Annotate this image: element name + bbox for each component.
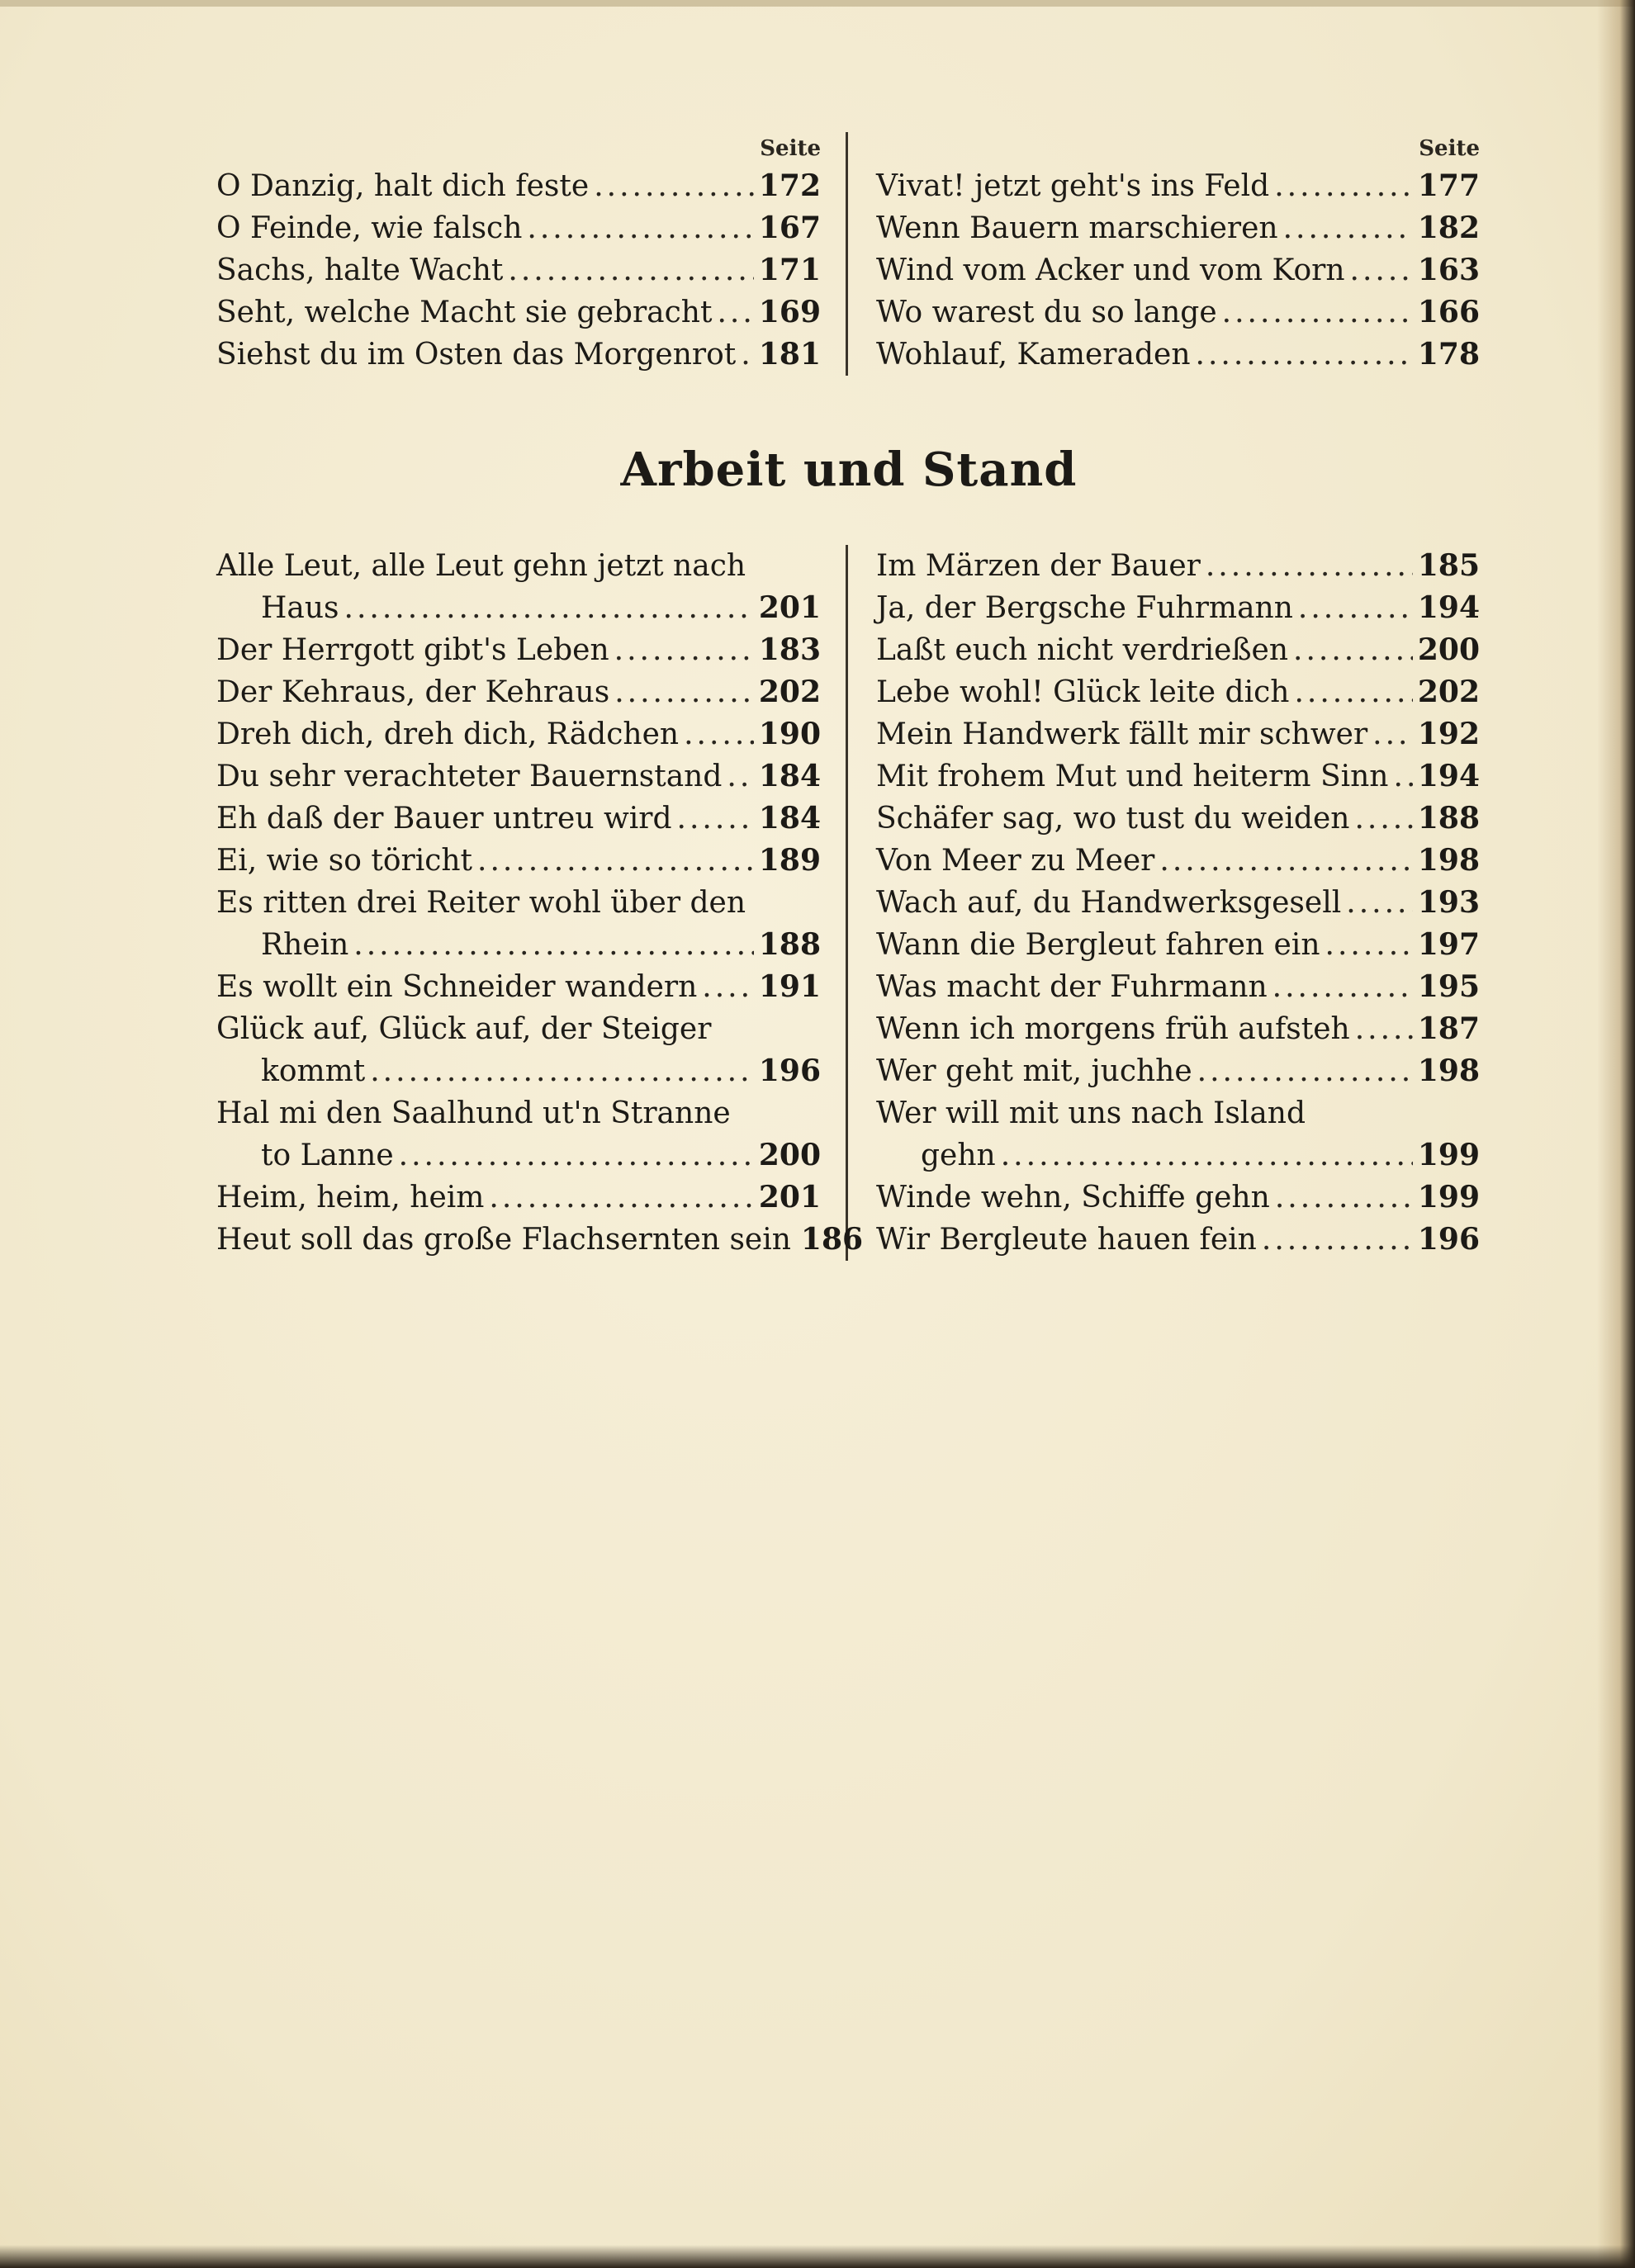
dot-leader <box>1346 882 1413 924</box>
index-entry <box>216 629 821 671</box>
dot-leader <box>1272 966 1413 1008</box>
dot-leader <box>1001 1134 1413 1177</box>
index-entry-title: Hal mi den Saalhund ut'n Stranne <box>216 1096 731 1130</box>
index-entry <box>876 207 1480 249</box>
dot-leader <box>399 1134 754 1177</box>
dot-leader <box>684 713 754 755</box>
index-entry-title: Glück auf, Glück auf, der Steiger <box>216 1012 712 1046</box>
entry-list <box>216 545 864 1261</box>
index-entry-title: Siehst du im Osten das Morgenrot <box>216 338 737 372</box>
index-entry-page: 202 <box>758 675 821 709</box>
index-entry-page: 200 <box>758 1138 821 1172</box>
dot-leader <box>508 249 753 291</box>
dot-leader <box>1222 291 1413 334</box>
index-entry-page: 196 <box>1417 1222 1480 1257</box>
index-entry-title: Der Kehraus, der Kehraus <box>216 675 610 709</box>
index-entry-continuation: to Lanne <box>261 1139 394 1172</box>
dot-leader <box>614 629 754 671</box>
index-entry-page: 202 <box>1417 675 1480 709</box>
dot-leader <box>1372 713 1413 755</box>
dot-leader <box>527 207 753 249</box>
dot-leader <box>1196 334 1413 376</box>
index-entry-title: O Danzig, halt dich feste <box>216 169 590 203</box>
index-entry <box>216 1134 821 1177</box>
index-entry-page: 188 <box>1417 801 1480 836</box>
index-entry-title: Es ritten drei Reiter wohl über den <box>216 886 746 920</box>
index-entry-title: Heim, heim, heim <box>216 1181 485 1214</box>
index-entry <box>876 1134 1480 1177</box>
page-column-header: Seite <box>760 136 821 161</box>
index-entry-page: 199 <box>1417 1180 1480 1214</box>
index-entry <box>876 966 1480 1008</box>
index-entry-page: 196 <box>758 1054 821 1088</box>
scan-top-edge <box>0 0 1635 7</box>
index-entry-title: Ei, wie so töricht <box>216 844 473 878</box>
entry-list <box>876 165 1480 376</box>
dot-leader <box>1298 587 1413 629</box>
index-entry <box>216 755 821 798</box>
index-entry-title: O Feinde, wie falsch <box>216 211 523 245</box>
dot-leader <box>1355 1008 1413 1050</box>
index-entry-title: Wir Bergleute hauen fein <box>876 1223 1257 1257</box>
index-column-left <box>216 132 848 376</box>
index-entry <box>216 671 821 713</box>
index-entry-title: Wenn Bauern marschieren <box>876 211 1278 245</box>
index-entry-page: 178 <box>1417 337 1480 372</box>
dot-leader <box>741 334 754 376</box>
index-entry-title: Winde wehn, Schiffe gehn <box>876 1181 1270 1214</box>
index-entry <box>876 291 1480 334</box>
index-entry-title: Vivat! jetzt geht's ins Feld <box>876 169 1270 203</box>
index-column-right <box>848 132 1480 376</box>
dot-leader <box>1206 545 1413 587</box>
index-entry-page: 199 <box>1417 1138 1480 1172</box>
index-entry-title: Alle Leut, alle Leut gehn jetzt nach <box>216 549 746 583</box>
index-entry-title: Du sehr verachteter Bauernstand <box>216 760 723 793</box>
index-entry-page: 167 <box>758 211 821 245</box>
dot-leader <box>1394 755 1413 798</box>
index-entry-title: Wind vom Acker und vom Korn <box>876 253 1345 287</box>
index-entry-title: Der Herrgott gibt's Leben <box>216 633 609 667</box>
index-entry-page: 184 <box>758 801 821 836</box>
index-entry-title: Dreh dich, dreh dich, Rädchen <box>216 717 680 751</box>
index-entry <box>216 165 821 207</box>
index-entry-page: 184 <box>758 759 821 793</box>
index-entry-continuation: Haus <box>261 591 339 625</box>
dot-leader <box>1325 924 1413 966</box>
index-entry-page: 186 <box>800 1222 864 1257</box>
index-entry-page: 194 <box>1417 759 1480 793</box>
index-entry-title: Mit frohem Mut und heiterm Sinn <box>876 760 1389 793</box>
index-entry-page: 195 <box>1417 969 1480 1004</box>
index-entry-page: 194 <box>1417 590 1480 625</box>
index-entry <box>876 249 1480 291</box>
entry-list <box>876 545 1480 1261</box>
index-entry-page: 177 <box>1417 168 1480 203</box>
index-entry-title: Eh daß der Bauer untreu wird <box>216 802 672 836</box>
index-entry <box>216 334 821 376</box>
index-entry <box>876 587 1480 629</box>
index-entry <box>216 966 821 1008</box>
index-entry <box>876 1050 1480 1092</box>
index-entry-continuation: gehn <box>921 1139 996 1172</box>
index-entry-title: Von Meer zu Meer <box>876 844 1155 878</box>
dot-leader <box>1293 629 1413 671</box>
index-entry <box>216 207 821 249</box>
index-entry-title: Wer will mit uns nach Island <box>876 1096 1306 1130</box>
dot-leader <box>1197 1050 1413 1092</box>
index-entry-title: Heut soll das große Flachsernten sein <box>216 1223 791 1257</box>
scan-bottom-edge <box>0 2245 1635 2268</box>
index-entry <box>876 924 1480 966</box>
dot-leader <box>1350 249 1413 291</box>
index-entry-continuation: kommt <box>261 1054 366 1088</box>
dot-leader <box>594 165 754 207</box>
index-entry <box>876 1219 1480 1261</box>
entry-list <box>216 165 821 376</box>
index-entry-title: Seht, welche Macht sie gebracht <box>216 296 713 329</box>
index-entry-page: 198 <box>1417 843 1480 878</box>
dot-leader <box>1283 207 1413 249</box>
index-entry <box>216 291 821 334</box>
dot-leader <box>1354 798 1412 840</box>
dot-leader <box>1274 165 1413 207</box>
index-entry-page: 200 <box>1417 632 1480 667</box>
index-entry <box>216 587 821 629</box>
index-entry-page: 169 <box>758 295 821 329</box>
index-entry-page: 183 <box>758 632 821 667</box>
index-entry <box>216 1177 821 1219</box>
index-section-1 <box>216 132 1481 376</box>
dot-leader <box>1159 840 1412 882</box>
index-column-right <box>848 545 1480 1261</box>
dot-leader <box>1262 1219 1413 1261</box>
index-entry-title: Sachs, halte Wacht <box>216 253 504 287</box>
index-entry <box>876 1177 1480 1219</box>
scan-right-edge <box>1597 0 1635 2268</box>
dot-leader <box>353 924 754 966</box>
index-entry-title: Wenn ich morgens früh aufsteh <box>876 1012 1350 1046</box>
index-entry <box>876 334 1480 376</box>
index-entry-page: 189 <box>758 843 821 878</box>
index-entry-title: Wohlauf, Kameraden <box>876 338 1191 372</box>
dot-leader <box>677 798 754 840</box>
index-entry-page: 198 <box>1417 1054 1480 1088</box>
index-entry-title: Wann die Bergleut fahren ein <box>876 928 1320 962</box>
index-entry-page: 201 <box>758 590 821 625</box>
section-heading: Arbeit und Stand <box>620 443 1078 497</box>
dot-leader <box>717 291 753 334</box>
dot-leader <box>702 966 754 1008</box>
index-section-2 <box>216 545 1481 1261</box>
index-entry-page: 166 <box>1417 295 1480 329</box>
index-entry <box>876 840 1480 882</box>
index-entry-page: 193 <box>1417 885 1480 920</box>
index-entry <box>876 165 1480 207</box>
index-entry-page: 187 <box>1417 1011 1480 1046</box>
index-entry <box>876 755 1480 798</box>
index-entry-page: 192 <box>1417 717 1480 751</box>
dot-leader <box>489 1177 753 1219</box>
index-entry-page: 201 <box>758 1180 821 1214</box>
dot-leader <box>344 587 754 629</box>
index-entry-title: Wach auf, du Handwerksgesell <box>876 886 1342 920</box>
index-entry-page: 163 <box>1417 253 1480 287</box>
index-entry-page: 185 <box>1417 548 1480 583</box>
index-entry <box>216 1050 821 1092</box>
index-entry <box>216 924 821 966</box>
index-entry <box>876 1008 1480 1050</box>
index-entry <box>216 1219 864 1261</box>
index-entry-page: 171 <box>758 253 821 287</box>
index-entry <box>876 798 1480 840</box>
index-entry-title: Wer geht mit, juchhe <box>876 1054 1192 1088</box>
index-entry-page: 190 <box>758 717 821 751</box>
index-entry-title: Was macht der Fuhrmann <box>876 970 1268 1004</box>
index-entry <box>216 249 821 291</box>
index-entry <box>876 713 1480 755</box>
index-entry-title: Es wollt ein Schneider wandern <box>216 970 698 1004</box>
index-entry-page: 172 <box>758 168 821 203</box>
index-entry <box>216 798 821 840</box>
index-entry-page: 188 <box>758 927 821 962</box>
index-entry-title: Lebe wohl! Glück leite dich <box>876 675 1290 709</box>
dot-leader <box>614 671 754 713</box>
page-column-header: Seite <box>1419 136 1480 161</box>
index-entry-continuation: Rhein <box>261 928 349 962</box>
dot-leader <box>727 755 753 798</box>
index-entry <box>876 629 1480 671</box>
index-entry-title: Ja, der Bergsche Fuhrmann <box>876 591 1293 625</box>
index-entry-title: Mein Handwerk fällt mir schwer <box>876 717 1368 751</box>
dot-leader <box>1275 1177 1413 1219</box>
index-entry-page: 191 <box>758 969 821 1004</box>
index-entry <box>876 671 1480 713</box>
index-entry-title: Wo warest du so lange <box>876 296 1217 329</box>
index-entry-title: Im Märzen der Bauer <box>876 549 1201 583</box>
index-entry-page: 197 <box>1417 927 1480 962</box>
index-entry <box>216 713 821 755</box>
index-entry-title: Laßt euch nicht verdrießen <box>876 633 1289 667</box>
dot-leader <box>1294 671 1412 713</box>
index-entry <box>876 545 1480 587</box>
dot-leader <box>477 840 754 882</box>
index-entry <box>876 882 1480 924</box>
index-column-left <box>216 545 864 1261</box>
index-entry-page: 182 <box>1417 211 1480 245</box>
dot-leader <box>370 1050 754 1092</box>
index-entry <box>216 840 821 882</box>
index-entry-page: 181 <box>758 337 821 372</box>
index-entry-title: Schäfer sag, wo tust du weiden <box>876 802 1350 836</box>
